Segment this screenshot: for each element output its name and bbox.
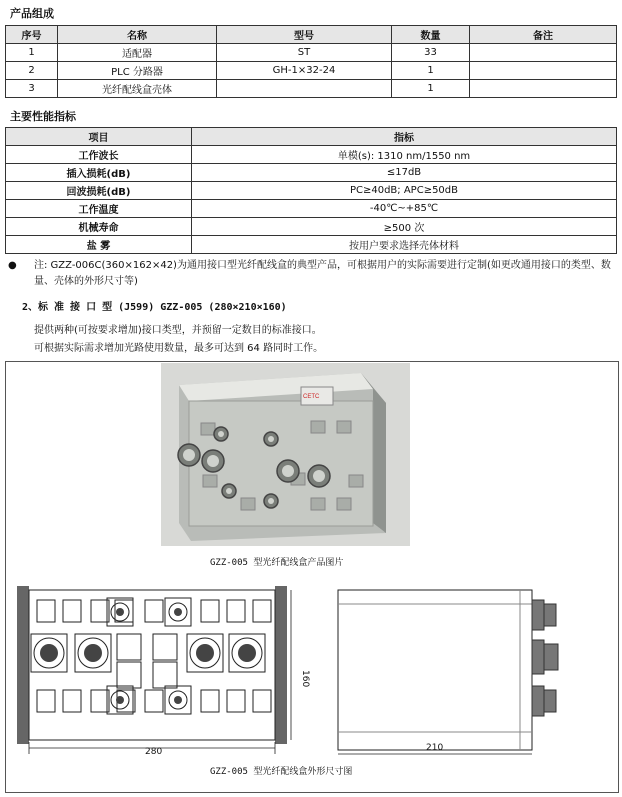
table-cell bbox=[470, 80, 617, 98]
table-cell: PLC 分路器 bbox=[58, 62, 217, 80]
logo: CETC bbox=[303, 394, 320, 400]
spec-value: ≥500 次 bbox=[192, 218, 617, 236]
table-header-row bbox=[6, 26, 617, 44]
note bbox=[8, 258, 618, 290]
section-title-components: 产品组成 bbox=[10, 7, 54, 20]
front-view-drawing bbox=[15, 578, 315, 758]
dimension-width: 280 bbox=[145, 747, 163, 757]
table-row bbox=[6, 146, 617, 164]
dimension-depth: 210 bbox=[426, 743, 444, 753]
table-cell: 1 bbox=[6, 44, 58, 62]
bullet-icon: ● bbox=[8, 260, 17, 271]
table-cell bbox=[217, 80, 392, 98]
spec-value: ≤17dB bbox=[192, 164, 617, 182]
spec-item: 回波损耗(dB) bbox=[6, 182, 192, 200]
column-header: 项目 bbox=[6, 128, 192, 146]
performance-table bbox=[5, 127, 617, 254]
paragraph-interface-types: 提供两种(可按要求增加)接口类型，并预留一定数目的标准接口。 bbox=[34, 325, 322, 336]
spec-value: 按用户要求选择壳体材料 bbox=[192, 236, 617, 254]
table-row bbox=[6, 200, 617, 218]
table-row bbox=[6, 218, 617, 236]
column-header: 指标 bbox=[192, 128, 617, 146]
table-cell: 光纤配线盒壳体 bbox=[58, 80, 217, 98]
column-header: 型号 bbox=[217, 26, 392, 44]
table-row bbox=[6, 62, 617, 80]
table-cell: 适配器 bbox=[58, 44, 217, 62]
spec-item: 工作波长 bbox=[6, 146, 192, 164]
table-cell: 33 bbox=[392, 44, 470, 62]
table-cell: GH-1×32-24 bbox=[217, 62, 392, 80]
table-cell bbox=[470, 62, 617, 80]
table-row bbox=[6, 164, 617, 182]
table-row bbox=[6, 80, 617, 98]
spec-item: 工作温度 bbox=[6, 200, 192, 218]
table-cell: 2 bbox=[6, 62, 58, 80]
table-cell: 1 bbox=[392, 62, 470, 80]
photo-caption: GZZ-005 型光纤配线盒产品图片 bbox=[210, 558, 344, 568]
spec-item: 盐 雾 bbox=[6, 236, 192, 254]
table-row bbox=[6, 182, 617, 200]
section-title-performance: 主要性能指标 bbox=[10, 110, 76, 123]
column-header: 名称 bbox=[58, 26, 217, 44]
product-photo-drawing bbox=[161, 363, 410, 546]
column-header: 序号 bbox=[6, 26, 58, 44]
drawing-caption: GZZ-005 型光纤配线盒外形尺寸图 bbox=[210, 767, 353, 777]
paragraph-channels: 可根据实际需求增加光路使用数量，最多可达到 64 路同时工作。 bbox=[34, 343, 324, 354]
spec-item: 插入损耗(dB) bbox=[6, 164, 192, 182]
components-table bbox=[5, 25, 617, 98]
table-cell bbox=[470, 44, 617, 62]
note-text: 注: GZZ-006C(360×162×42)为通用接口型光纤配线盒的典型产品，可根据用户的实际需要进行定制(如更改通用接口的类型、数量、壳体的外形尺寸等) bbox=[34, 260, 611, 287]
table-cell: ST bbox=[217, 44, 392, 62]
table-cell: 1 bbox=[392, 80, 470, 98]
spec-value: -40℃~+85℃ bbox=[192, 200, 617, 218]
side-view-drawing bbox=[330, 582, 612, 762]
table-cell: 3 bbox=[6, 80, 58, 98]
table-header-row bbox=[6, 128, 617, 146]
section-title-standard-interface: 2、标 准 接 口 型 (J599) GZZ-005 (280×210×160) bbox=[22, 302, 287, 313]
column-header: 备注 bbox=[470, 26, 617, 44]
table-row bbox=[6, 236, 617, 254]
dimension-height: 160 bbox=[300, 670, 310, 688]
spec-item: 机械寿命 bbox=[6, 218, 192, 236]
spec-value: PC≥40dB; APC≥50dB bbox=[192, 182, 617, 200]
spec-value: 单模(s): 1310 nm/1550 nm bbox=[192, 146, 617, 164]
table-row bbox=[6, 44, 617, 62]
product-photo bbox=[161, 363, 410, 546]
column-header: 数量 bbox=[392, 26, 470, 44]
